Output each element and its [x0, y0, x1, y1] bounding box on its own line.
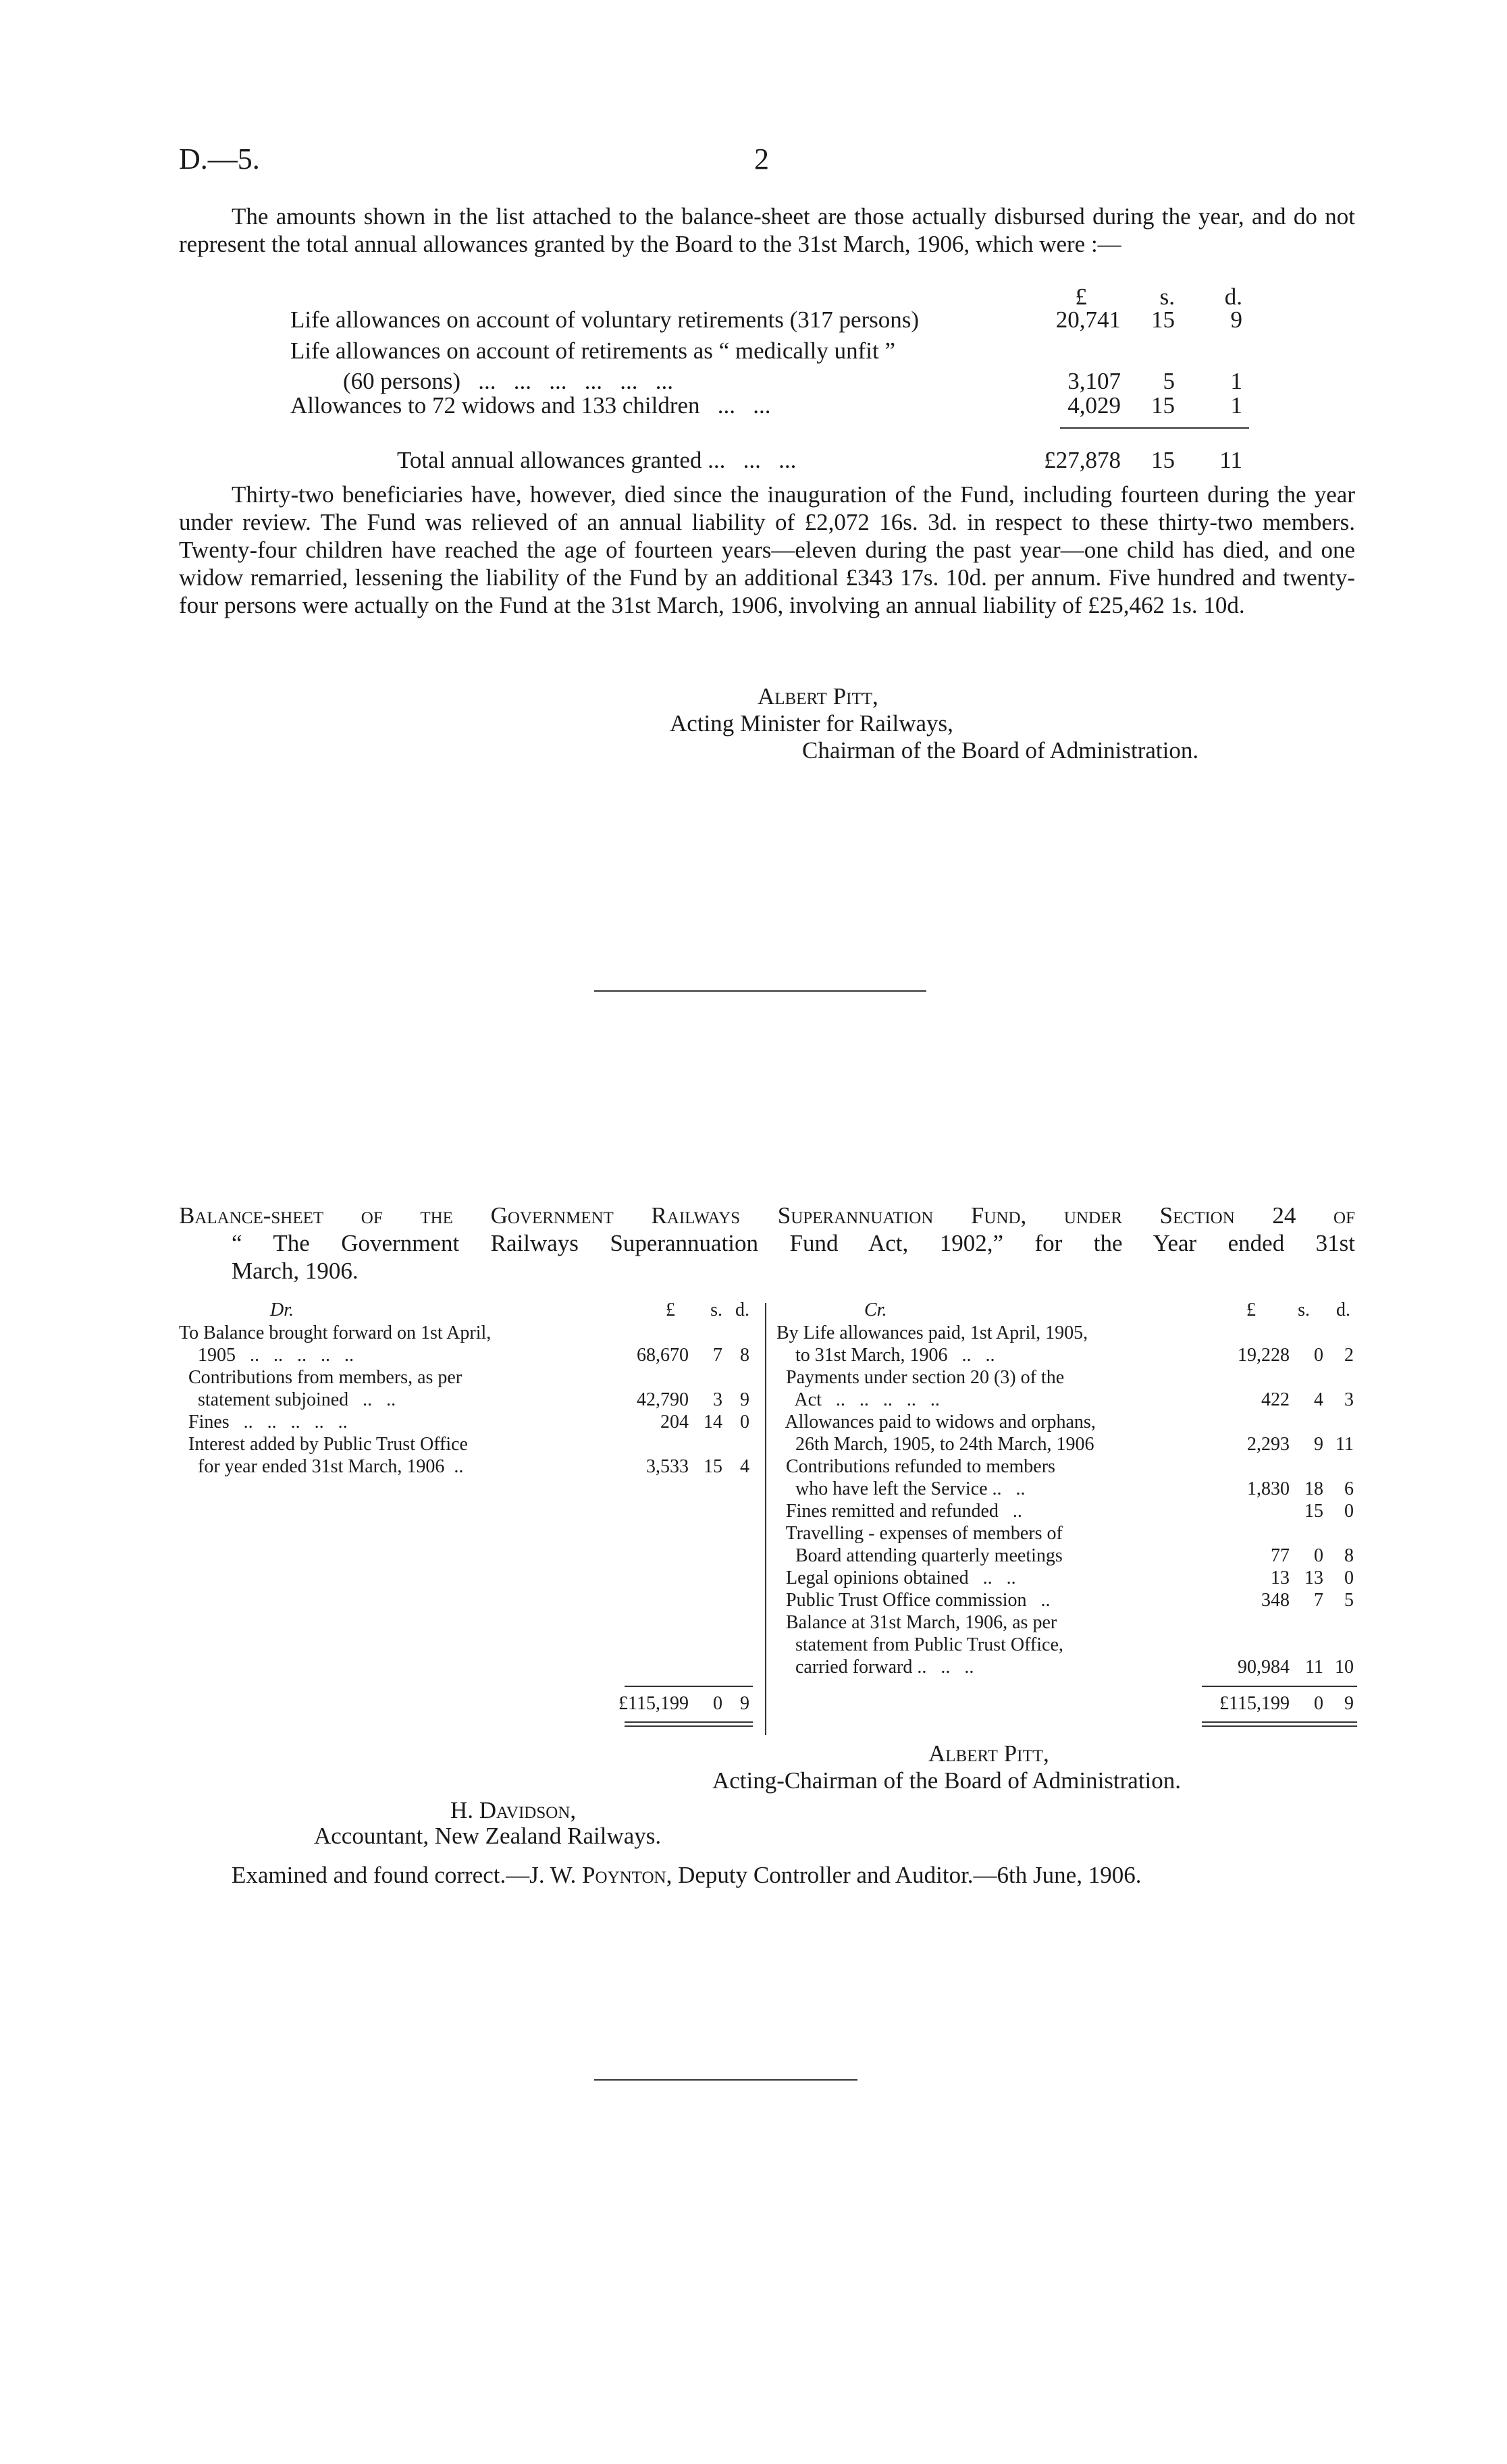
col-shillings-header: s. [1159, 284, 1175, 310]
allowance-row: Life allowances on account of retirements as “ medically unfit ” [290, 338, 896, 364]
cr-pounds: 422 [1261, 1389, 1290, 1410]
title-line: March, 1906. [232, 1258, 359, 1284]
cr-line: statement from Public Trust Office, [776, 1634, 1063, 1655]
dr-double-rule [625, 1725, 753, 1727]
signature-name: Albert Pitt, [758, 683, 878, 709]
cr-pounds: 348 [1261, 1590, 1290, 1611]
cr-pounds: 90,984 [1238, 1657, 1290, 1678]
intro-paragraph: The amounts shown in the list attached to the balance-sheet are those actually disbursed during the year, and do not represent the total annual allowances granted by the Board to the 31st March, 1906, which were :— [179, 203, 1355, 257]
cr-line: Balance at 31st March, 1906, as per [776, 1612, 1057, 1633]
cr-double-rule [1202, 1725, 1357, 1727]
dr-pounds: 68,670 [637, 1345, 689, 1366]
cr-shillings-header: s. [1298, 1300, 1310, 1320]
title-line: Balance-sheet of the Government Railways Superannuation Fund, under Section 24 of [179, 1202, 1355, 1229]
dr-line: To Balance brought forward on 1st April, [179, 1322, 492, 1343]
cr-line: Act .. .. .. .. .. [776, 1389, 940, 1410]
cr-line: Legal opinions obtained .. .. [776, 1568, 1016, 1588]
allowance-shillings: 15 [1151, 306, 1175, 333]
page-number: 2 [754, 142, 769, 176]
dr-pounds: 204 [660, 1412, 689, 1432]
allowance-total-pounds: £27,878 [1044, 447, 1121, 473]
dr-pence: 0 [740, 1412, 749, 1432]
cr-pence: 10 [1335, 1657, 1354, 1678]
dr-line: Interest added by Public Trust Office [179, 1434, 468, 1455]
cr-shillings: 13 [1304, 1568, 1323, 1588]
cr-shillings: 7 [1314, 1590, 1323, 1611]
accountant-title: Accountant, New Zealand Railways. [314, 1823, 662, 1849]
allowance-pounds: 3,107 [1067, 368, 1121, 394]
cr-line: Travelling - expenses of members of [776, 1523, 1063, 1544]
col-pounds-header: £ [1075, 284, 1087, 310]
dr-double-rule [625, 1721, 753, 1723]
cr-double-rule [1202, 1721, 1357, 1723]
cr-heading: Cr. [864, 1300, 887, 1320]
cr-pence: 0 [1344, 1568, 1354, 1588]
cr-shillings: 0 [1314, 1345, 1323, 1366]
audit-prefix: Examined and found correct.—J. W. [232, 1862, 577, 1888]
cr-pounds: 19,228 [1238, 1345, 1290, 1366]
cr-pounds: 2,293 [1247, 1434, 1290, 1455]
signature-title: Acting Minister for Railways, [670, 710, 953, 736]
section-divider [594, 990, 926, 992]
auditor-name: Poynton, [582, 1862, 672, 1888]
dr-shillings-header: s. [710, 1300, 722, 1320]
cr-line: Fines remitted and refunded .. [776, 1501, 1022, 1522]
beneficiaries-paragraph: Thirty-two beneficiaries have, however, died since the inauguration of the Fund, including fourteen during the year under review. The Fund was relieved of an annual liability of £2,072 16s. 3d. in respect to these thirty-two members. Twenty-four children have reached the age of fourteen years—eleven during the past year—one child has died, and one widow remarried, lessening the liability of the Fund by an additional £343 17s. 10d. per annum. Five hundred and twenty-four persons were actually on the Fund at the 31st March, 1906, involving an annual liability of £25,462 1s. 10d. [179, 481, 1355, 618]
dr-shillings: 14 [704, 1412, 722, 1432]
cr-line: Contributions refunded to members [776, 1456, 1055, 1477]
cr-line: to 31st March, 1906 .. .. [776, 1345, 995, 1366]
cr-total-rule [1202, 1686, 1357, 1687]
cr-pounds: 77 [1271, 1545, 1290, 1566]
cr-shillings: 18 [1304, 1478, 1323, 1499]
signature-title: Acting-Chairman of the Board of Administration. [712, 1767, 1182, 1794]
col-pence-header: d. [1224, 284, 1242, 310]
document-code: D.—5. [179, 142, 260, 176]
dr-shillings: 15 [704, 1456, 722, 1477]
allowance-shillings: 5 [1163, 368, 1175, 394]
cr-shillings: 11 [1305, 1657, 1323, 1678]
dr-pence: 8 [740, 1345, 749, 1366]
audit-note [232, 1862, 1141, 1889]
allowance-row: (60 persons) ... ... ... ... ... ... [343, 368, 673, 394]
allowance-pence: 9 [1230, 306, 1242, 333]
dr-line: statement subjoined .. .. [179, 1389, 396, 1410]
signature-title: Chairman of the Board of Administration. [802, 737, 1199, 764]
cr-pence: 11 [1336, 1434, 1354, 1455]
dr-total-shillings: 0 [713, 1693, 722, 1714]
end-rule [594, 2079, 857, 2081]
cr-pounds: 13 [1271, 1568, 1290, 1588]
cr-pounds-header: £ [1246, 1300, 1256, 1320]
cr-line: carried forward .. .. .. [776, 1657, 974, 1678]
cr-line: Allowances paid to widows and orphans, [776, 1412, 1096, 1432]
cr-pence: 0 [1344, 1501, 1354, 1522]
dr-line: Fines .. .. .. .. .. [179, 1412, 348, 1432]
dr-total-pence: 9 [740, 1693, 749, 1714]
balance-sheet-divider [765, 1303, 766, 1735]
cr-line: Board attending quarterly meetings [776, 1545, 1063, 1566]
allowance-shillings: 15 [1151, 392, 1175, 419]
dr-shillings: 7 [713, 1345, 722, 1366]
cr-total-shillings: 0 [1314, 1693, 1323, 1714]
allowance-total-shillings: 15 [1151, 447, 1175, 473]
dr-line: for year ended 31st March, 1906 .. [179, 1456, 464, 1477]
cr-pence: 6 [1344, 1478, 1354, 1499]
title-line: “ The Government Railways Superannuation Fund Act, 1902,” for the Year ended 31st [232, 1230, 1355, 1256]
dr-total-pounds: £115,199 [618, 1693, 689, 1714]
signature-name: Albert Pitt, [928, 1740, 1049, 1767]
dr-line: 1905 .. .. .. .. .. [179, 1345, 354, 1366]
dr-pence: 4 [740, 1456, 749, 1477]
dr-pence: 9 [740, 1389, 749, 1410]
cr-line: Public Trust Office commission .. [776, 1590, 1051, 1611]
cr-total-pounds: £115,199 [1219, 1693, 1290, 1714]
allowance-row: Life allowances on account of voluntary retirements (317 persons) [290, 306, 920, 333]
audit-suffix: Deputy Controller and Auditor.—6th June, 1906. [678, 1862, 1142, 1888]
cr-shillings: 4 [1314, 1389, 1323, 1410]
allowance-row: Allowances to 72 widows and 133 children ... ... [290, 392, 771, 419]
dr-heading: Dr. [270, 1300, 294, 1320]
dr-line: Contributions from members, as per [179, 1367, 462, 1388]
cr-shillings: 0 [1314, 1545, 1323, 1566]
balance-sheet-title [179, 1202, 1355, 1285]
cr-pounds: 1,830 [1247, 1478, 1290, 1499]
cr-shillings: 9 [1314, 1434, 1323, 1455]
cr-line: By Life allowances paid, 1st April, 1905, [776, 1322, 1088, 1343]
cr-pence: 2 [1344, 1345, 1354, 1366]
cr-pence-header: d. [1336, 1300, 1350, 1320]
dr-pounds: 42,790 [637, 1389, 689, 1410]
subtotal-rule [1060, 427, 1249, 429]
dr-pounds: 3,533 [646, 1456, 689, 1477]
cr-pence: 3 [1344, 1389, 1354, 1410]
allowance-total-label: Total annual allowances granted ... ... ... [397, 447, 797, 473]
accountant-name: H. Davidson, [450, 1797, 577, 1823]
allowance-pounds: 4,029 [1067, 392, 1121, 419]
dr-shillings: 3 [713, 1389, 722, 1410]
cr-line: Payments under section 20 (3) of the [776, 1367, 1065, 1388]
allowance-pounds: 20,741 [1055, 306, 1121, 333]
cr-pence: 5 [1344, 1590, 1354, 1611]
cr-pence: 8 [1344, 1545, 1354, 1566]
cr-total-pence: 9 [1344, 1693, 1354, 1714]
cr-line: 26th March, 1905, to 24th March, 1906 [776, 1434, 1094, 1455]
allowance-pence: 1 [1230, 392, 1242, 419]
dr-pounds-header: £ [666, 1300, 675, 1320]
cr-shillings: 15 [1304, 1501, 1323, 1522]
dr-pence-header: d. [735, 1300, 749, 1320]
dr-total-rule [625, 1686, 753, 1687]
cr-line: who have left the Service .. .. [776, 1478, 1026, 1499]
allowance-total-pence: 11 [1219, 447, 1242, 473]
allowance-pence: 1 [1230, 368, 1242, 394]
